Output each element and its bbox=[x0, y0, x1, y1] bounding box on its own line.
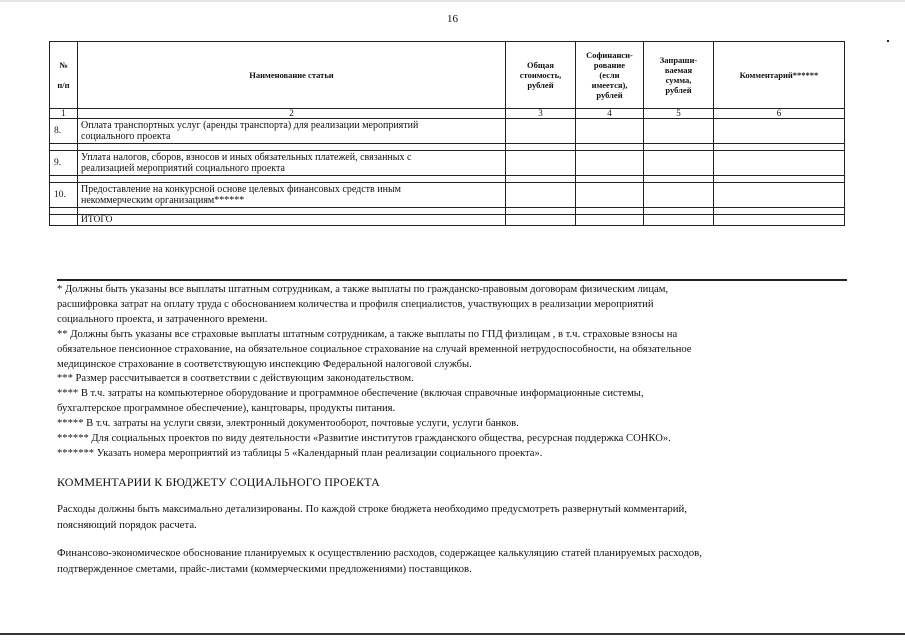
footnote: *** Размер рассчитывается в соответствии с действующим законодательством. bbox=[57, 373, 414, 385]
cell-requested bbox=[644, 183, 714, 208]
row-number: 9. bbox=[50, 151, 78, 176]
cell-comment bbox=[714, 119, 845, 144]
table-row-empty bbox=[50, 176, 845, 183]
header-cofinancing: Софинанси- рование (если имеется), рублей bbox=[576, 42, 644, 109]
section-title: КОММЕНТАРИИ К БЮДЖЕТУ СОЦИАЛЬНОГО ПРОЕКТА bbox=[57, 475, 380, 489]
table-row-empty bbox=[50, 144, 845, 151]
footnote: ***** В т.ч. затраты на услуги связи, электронный документооборот, почтовые услуги, услуги банков. bbox=[57, 418, 519, 430]
header-total-cost: Общая стоимость, рублей bbox=[506, 42, 576, 109]
header-name: Наименование статьи bbox=[78, 42, 506, 109]
table-row bbox=[50, 119, 845, 144]
table-row-empty bbox=[50, 208, 845, 215]
row-item-name: Уплата налогов, сборов, взносов и иных обязательных платежей, связанных с реализацией мероприятий социального проекта bbox=[78, 151, 506, 176]
footnote: ******* Указать номера мероприятий из таблицы 5 «Календарный план реализации социального проекта». bbox=[57, 447, 543, 459]
row-number: 10. bbox=[50, 183, 78, 208]
table-header-row bbox=[50, 42, 845, 109]
row-item-name: Оплата транспортных услуг (аренды транспорта) для реализации мероприятий социального проекта bbox=[78, 119, 506, 144]
column-number: 1 bbox=[50, 109, 78, 119]
cell-total-cost bbox=[506, 119, 576, 144]
footnote: ****** Для социальных проектов по виду деятельности «Развитие институтов гражданского общества, ресурсная поддержка СОНКО». bbox=[57, 433, 671, 445]
column-number: 2 bbox=[78, 109, 506, 119]
footnotes bbox=[57, 279, 847, 462]
footnote: **** В т.ч. затраты на компьютерное оборудование и программное обеспечение (включая справочные информационные системы, бухгалтерское программное обеспечение), канцтовары, продукты питания. bbox=[57, 388, 644, 415]
budget-table bbox=[49, 41, 845, 226]
cell-total-cost bbox=[506, 151, 576, 176]
cell-comment bbox=[714, 151, 845, 176]
row-number: 8. bbox=[50, 119, 78, 144]
cell-requested bbox=[644, 151, 714, 176]
column-numbers-row bbox=[50, 109, 845, 119]
page-number: 16 bbox=[447, 13, 458, 25]
header-requested-amount: Запраши- ваемая сумма, рублей bbox=[644, 42, 714, 109]
column-number: 5 bbox=[644, 109, 714, 119]
header-comment: Комментарий****** bbox=[714, 42, 845, 109]
cell-cofinancing bbox=[576, 183, 644, 208]
cell-cofinancing bbox=[576, 119, 644, 144]
scan-speck bbox=[887, 40, 889, 42]
paragraph: Финансово-экономическое обоснование планируемых к осуществлению расходов, содержащее калькуляцию статей планируемых расходов, подтвержденное сметами, прайс-листами (коммерческими предложениями) поставщиков. bbox=[57, 547, 702, 575]
header-num: № п/п bbox=[50, 42, 78, 109]
total-row bbox=[50, 215, 845, 226]
cell-total-cost bbox=[506, 183, 576, 208]
bottom-edge bbox=[0, 633, 905, 635]
top-edge bbox=[0, 0, 905, 2]
column-number: 3 bbox=[506, 109, 576, 119]
footnote: ** Должны быть указаны все страховые выплаты штатным сотрудникам, а также выплаты по ГПД физлицам , в т.ч. страховые взносы на обязательное пенсионное страхование, на обязательное социальное страхование на случай временной нетрудоспособности, на обязательное медицинское страхование в соответствующую инспекцию Федеральной налоговой службы. bbox=[57, 328, 692, 370]
column-number: 4 bbox=[576, 109, 644, 119]
footnote: * Должны быть указаны все выплаты штатным сотрудникам, а также выплаты по гражданско-правовым договорам физическим лицам, расшифровка затрат на оплату труда с обоснованием количества и профиля специалистов, участвующих в реализации мероприятий социального проекта, и затраченного времени. bbox=[57, 284, 669, 325]
table-row bbox=[50, 151, 845, 176]
row-item-name: Предоставление на конкурсной основе целевых финансовых средств иным некоммерческим организациям****** bbox=[78, 183, 506, 208]
column-number: 6 bbox=[714, 109, 845, 119]
table-row bbox=[50, 183, 845, 208]
cell-cofinancing bbox=[576, 151, 644, 176]
cell-comment bbox=[714, 183, 845, 208]
paragraph: Расходы должны быть максимально детализированы. По каждой строке бюджета необходимо предусмотреть развернутый комментарий, поясняющий порядок расчета. bbox=[57, 503, 688, 531]
cell-requested bbox=[644, 119, 714, 144]
total-label: ИТОГО bbox=[78, 215, 506, 226]
